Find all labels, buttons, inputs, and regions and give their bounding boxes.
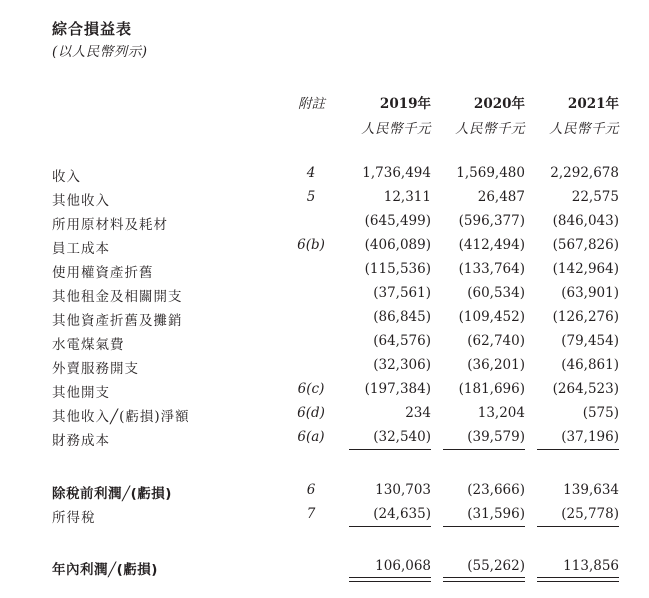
currency-note: (以人民幣列示) xyxy=(52,44,148,60)
value-2020: (181,696) xyxy=(458,381,525,397)
line-item-label: 其他收入 xyxy=(52,193,110,209)
value-2020: (133,764) xyxy=(458,261,525,277)
value-2021: (142,964) xyxy=(552,261,619,277)
value-2020: (62,740) xyxy=(467,333,525,349)
line-item-row xyxy=(0,285,649,309)
value-2019: (32,306) xyxy=(373,357,431,373)
value-2021: (25,778) xyxy=(561,506,619,522)
value-2019: 1,736,494 xyxy=(362,165,431,181)
year-header-2021: 2021年 xyxy=(567,96,619,112)
line-item-label: 使用權資產折舊 xyxy=(52,265,154,281)
total-double-rule-2020 xyxy=(443,577,525,582)
unit-header-2021: 人民幣千元 xyxy=(549,121,619,137)
tax-rule-2021 xyxy=(537,526,619,527)
line-item-label: 外賣服務開支 xyxy=(52,361,139,377)
value-2019: (406,089) xyxy=(364,237,431,253)
line-item-label: 員工成本 xyxy=(52,241,110,257)
pretax-profit-note: 6 xyxy=(306,482,316,498)
line-item-note: 6(d) xyxy=(297,405,325,421)
value-2019: (37,561) xyxy=(373,285,431,301)
line-item-row xyxy=(0,309,649,333)
value-2020: (36,201) xyxy=(467,357,525,373)
total-double-rule-2021 xyxy=(537,577,619,582)
unit-header-2020: 人民幣千元 xyxy=(455,121,525,137)
year-header-2019: 2019年 xyxy=(379,96,431,112)
total-double-rule-2019 xyxy=(349,577,431,582)
value-2019: (64,576) xyxy=(373,333,431,349)
value-2020: 1,569,480 xyxy=(456,165,525,181)
line-item-label: 收入 xyxy=(52,169,81,185)
line-item-row xyxy=(0,381,649,405)
value-2019: 234 xyxy=(405,405,431,421)
tax-rule-2020 xyxy=(443,526,525,527)
value-2021: (79,454) xyxy=(561,333,619,349)
value-2019: (197,384) xyxy=(364,381,431,397)
line-item-label: 其他開支 xyxy=(52,385,110,401)
value-2019: 12,311 xyxy=(383,189,431,205)
line-item-row xyxy=(0,333,649,357)
statement-title: 綜合損益表 xyxy=(52,20,133,38)
value-2021: 139,634 xyxy=(563,482,619,498)
line-item-note: 5 xyxy=(306,189,316,205)
value-2021: (264,523) xyxy=(552,381,619,397)
value-2021: (567,826) xyxy=(552,237,619,253)
line-item-row xyxy=(0,237,649,261)
line-item-label: 財務成本 xyxy=(52,433,110,449)
line-item-row xyxy=(0,189,649,213)
value-2020: (60,534) xyxy=(467,285,525,301)
value-2019: (32,540) xyxy=(373,429,431,445)
line-item-row xyxy=(0,405,649,429)
income-tax-note: 7 xyxy=(306,506,316,522)
line-item-note: 4 xyxy=(306,165,316,181)
subtotal-rule-2020 xyxy=(443,449,525,450)
net-profit-label: 年內利潤╱(虧損) xyxy=(52,562,158,578)
value-2021: (575) xyxy=(582,405,619,421)
line-item-label: 其他租金及相關開支 xyxy=(52,289,183,305)
value-2019: (115,536) xyxy=(364,261,431,277)
line-item-label: 所用原材料及耗材 xyxy=(52,217,168,233)
value-2020: (31,596) xyxy=(467,506,525,522)
value-2020: (55,262) xyxy=(467,558,525,574)
value-2021: (46,861) xyxy=(561,357,619,373)
tax-rule-2019 xyxy=(349,526,431,527)
value-2020: (412,494) xyxy=(458,237,525,253)
value-2021: 22,575 xyxy=(571,189,619,205)
note-column-header: 附註 xyxy=(298,96,325,112)
value-2021: (846,043) xyxy=(552,213,619,229)
value-2020: 13,204 xyxy=(477,405,525,421)
unit-header-2019: 人民幣千元 xyxy=(361,121,431,137)
line-item-label: 水電煤氣費 xyxy=(52,337,125,353)
value-2020: (23,666) xyxy=(467,482,525,498)
line-item-row xyxy=(0,165,649,189)
subtotal-rule-2021 xyxy=(537,449,619,450)
value-2019: (24,635) xyxy=(373,506,431,522)
line-item-row xyxy=(0,357,649,381)
line-item-label: 其他資產折舊及攤銷 xyxy=(52,313,183,329)
subtotal-rule-2019 xyxy=(349,449,431,450)
line-item-note: 6(c) xyxy=(297,381,325,397)
value-2021: 2,292,678 xyxy=(550,165,619,181)
value-2019: (86,845) xyxy=(373,309,431,325)
income-tax-label: 所得稅 xyxy=(52,510,96,526)
value-2021: 113,856 xyxy=(563,558,619,574)
line-item-row xyxy=(0,213,649,237)
value-2020: (39,579) xyxy=(467,429,525,445)
value-2021: (37,196) xyxy=(561,429,619,445)
value-2020: (596,377) xyxy=(458,213,525,229)
pretax-profit-label: 除稅前利潤╱(虧損) xyxy=(52,486,172,502)
value-2019: 130,703 xyxy=(375,482,431,498)
value-2021: (126,276) xyxy=(552,309,619,325)
value-2021: (63,901) xyxy=(561,285,619,301)
pretax-profit-row xyxy=(0,482,649,506)
line-item-note: 6(a) xyxy=(297,429,325,445)
line-item-label: 其他收入╱(虧損)淨額 xyxy=(52,409,190,425)
value-2020: (109,452) xyxy=(458,309,525,325)
year-header-2020: 2020年 xyxy=(473,96,525,112)
value-2020: 26,487 xyxy=(477,189,525,205)
line-item-row xyxy=(0,261,649,285)
line-item-note: 6(b) xyxy=(297,237,325,253)
value-2019: (645,499) xyxy=(364,213,431,229)
value-2019: 106,068 xyxy=(375,558,431,574)
